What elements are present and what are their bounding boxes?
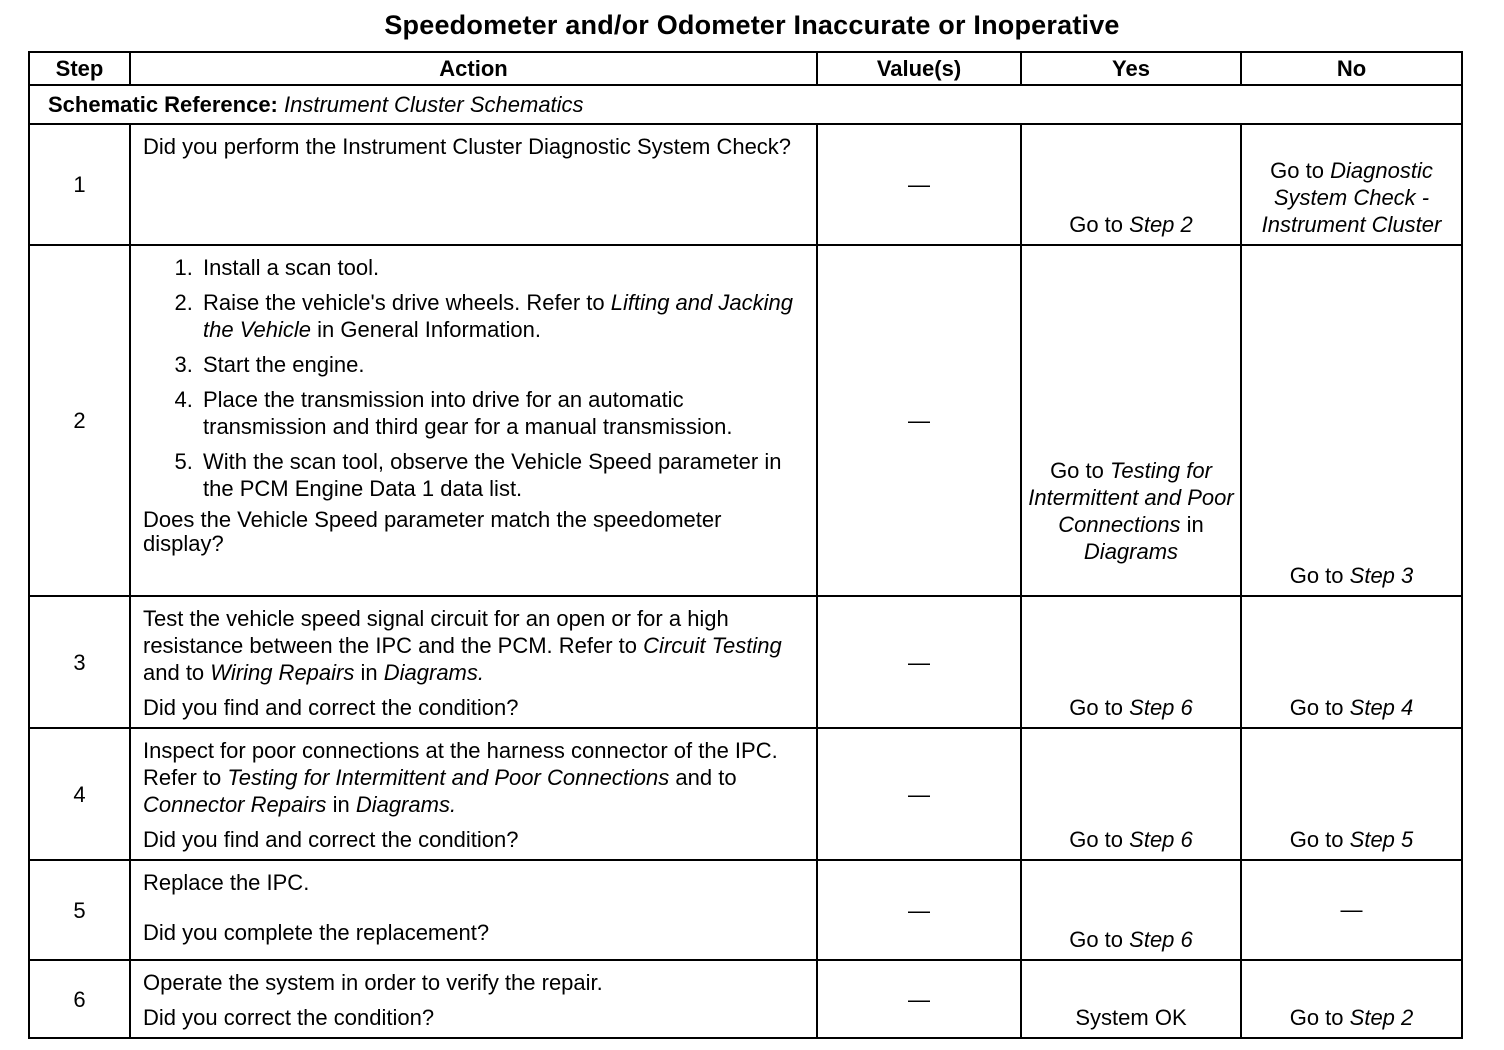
step-number: 6 xyxy=(29,960,130,1038)
go-to-text: Go to xyxy=(1289,827,1344,852)
step-number: 3 xyxy=(29,596,130,728)
value-cell: — xyxy=(817,124,1021,245)
go-to-text: Go to xyxy=(1069,212,1124,237)
table-row-step-5 xyxy=(29,860,1462,960)
step-number: 5 xyxy=(29,860,130,960)
instruction xyxy=(143,737,804,818)
go-to-text: Go to xyxy=(1270,158,1324,183)
table-row-step-6 xyxy=(29,960,1462,1038)
list-item: 3. Start the engine. xyxy=(199,351,804,378)
action-cell xyxy=(130,960,817,1038)
action-cell xyxy=(130,124,817,245)
in-text: in xyxy=(1186,512,1204,537)
no-target-ref: Diagnostic System Check - Instrument Cluster xyxy=(1261,158,1442,237)
action-cell xyxy=(130,245,817,596)
value-cell: — xyxy=(817,596,1021,728)
yes-target-ref: Testing for Intermittent and Poor Connections xyxy=(1028,458,1234,537)
yes-in-ref: Diagrams xyxy=(1083,539,1179,564)
ref-link: Wiring Repairs xyxy=(210,660,355,685)
no-step-ref: Step 2 xyxy=(1349,1005,1414,1030)
question: Did you find and correct the condition? xyxy=(143,827,519,852)
step-number: 1 xyxy=(29,124,130,245)
schematic-ref: Instrument Cluster Schematics xyxy=(284,92,584,117)
go-to-text: Go to xyxy=(1050,458,1104,483)
question: Does the Vehicle Speed parameter match the speedometer display? xyxy=(143,507,722,556)
value-cell: — xyxy=(817,960,1021,1038)
no-cell: — xyxy=(1241,860,1462,960)
yes-step-ref: Step 6 xyxy=(1129,827,1193,852)
question: Did you correct the condition? xyxy=(143,1005,435,1030)
list-item-ref: Lifting and Jacking the Vehicle xyxy=(203,290,793,342)
question: Did you perform the Instrument Cluster Diagnostic System Check? xyxy=(143,134,792,159)
no-cell xyxy=(1241,124,1462,245)
ref-link: Diagrams. xyxy=(383,660,484,685)
ref-link: Connector Repairs xyxy=(143,792,327,817)
instruction-text: Inspect for poor connections at the harness connector of the IPC. Refer to xyxy=(143,738,778,790)
step-number: 4 xyxy=(29,728,130,860)
page-title: Speedometer and/or Odometer Inaccurate or Inoperative xyxy=(384,10,1120,40)
go-to-text: Go to xyxy=(1289,563,1344,588)
no-cell xyxy=(1241,245,1462,596)
procedure-list xyxy=(143,254,804,502)
ref-link: Diagrams. xyxy=(355,792,457,817)
table-row-step-2 xyxy=(29,245,1462,596)
table-row-step-3 xyxy=(29,596,1462,728)
header-yes: Yes xyxy=(1021,52,1241,85)
header-step: Step xyxy=(29,52,130,85)
list-item-text: Raise the vehicle's drive wheels. Refer to xyxy=(203,290,605,315)
step-number: 2 xyxy=(29,245,130,596)
instruction-text: and to xyxy=(143,660,205,685)
no-step-ref: Step 4 xyxy=(1349,695,1414,720)
no-cell xyxy=(1241,596,1462,728)
value-cell: — xyxy=(817,245,1021,596)
yes-cell xyxy=(1021,728,1241,860)
instruction-text: Test the vehicle speed signal circuit for an open or for a high resistance between the IPC and the PCM. Refer to xyxy=(143,606,729,658)
instruction xyxy=(143,605,804,686)
list-item xyxy=(199,289,804,343)
yes-step-ref: Step 6 xyxy=(1129,927,1193,952)
yes-cell: System OK xyxy=(1021,960,1241,1038)
header-no: No xyxy=(1241,52,1462,85)
list-item: 5. With the scan tool, observe the Vehicle Speed parameter in the PCM Engine Data 1 data list. xyxy=(199,448,804,502)
instruction: Operate the system in order to verify the repair. xyxy=(143,970,603,995)
go-to-text: Go to xyxy=(1289,1005,1344,1030)
schematic-label: Schematic Reference: xyxy=(48,92,278,117)
go-to-text: Go to xyxy=(1069,695,1124,720)
no-cell xyxy=(1241,728,1462,860)
ref-link: Testing for Intermittent and Poor Connections xyxy=(227,765,670,790)
list-item: 1. Install a scan tool. xyxy=(199,254,804,281)
value-cell: — xyxy=(817,728,1021,860)
no-step-ref: Step 5 xyxy=(1349,827,1414,852)
action-cell xyxy=(130,860,817,960)
schematic-reference xyxy=(29,85,1462,124)
go-to-text: Go to xyxy=(1289,695,1344,720)
schematic-row xyxy=(29,85,1462,124)
yes-cell xyxy=(1021,124,1241,245)
header-row xyxy=(29,52,1462,85)
yes-cell xyxy=(1021,596,1241,728)
go-to-text: Go to xyxy=(1069,927,1124,952)
header-values: Value(s) xyxy=(817,52,1021,85)
instruction-text: in xyxy=(332,792,350,817)
no-step-ref: Step 3 xyxy=(1349,563,1414,588)
diagnostic-table xyxy=(28,51,1463,1039)
table-row-step-1 xyxy=(29,124,1462,245)
list-item-text: in General Information. xyxy=(317,317,541,342)
value-cell: — xyxy=(817,860,1021,960)
instruction: Replace the IPC. xyxy=(143,870,310,895)
action-cell xyxy=(130,596,817,728)
yes-step-ref: Step 2 xyxy=(1129,212,1193,237)
instruction-text: and to xyxy=(675,765,737,790)
go-to-text: Go to xyxy=(1069,827,1124,852)
header-action: Action xyxy=(130,52,817,85)
no-cell xyxy=(1241,960,1462,1038)
yes-step-ref: Step 6 xyxy=(1129,695,1193,720)
list-item: 4. Place the transmission into drive for an automatic transmission and third gear for a manual transmission. xyxy=(199,386,804,440)
yes-cell xyxy=(1021,245,1241,596)
question: Did you find and correct the condition? xyxy=(143,695,519,720)
action-cell xyxy=(130,728,817,860)
instruction-text: in xyxy=(360,660,378,685)
question: Did you complete the replacement? xyxy=(143,920,490,945)
table-row-step-4 xyxy=(29,728,1462,860)
ref-link: Circuit Testing xyxy=(643,633,782,658)
yes-cell xyxy=(1021,860,1241,960)
